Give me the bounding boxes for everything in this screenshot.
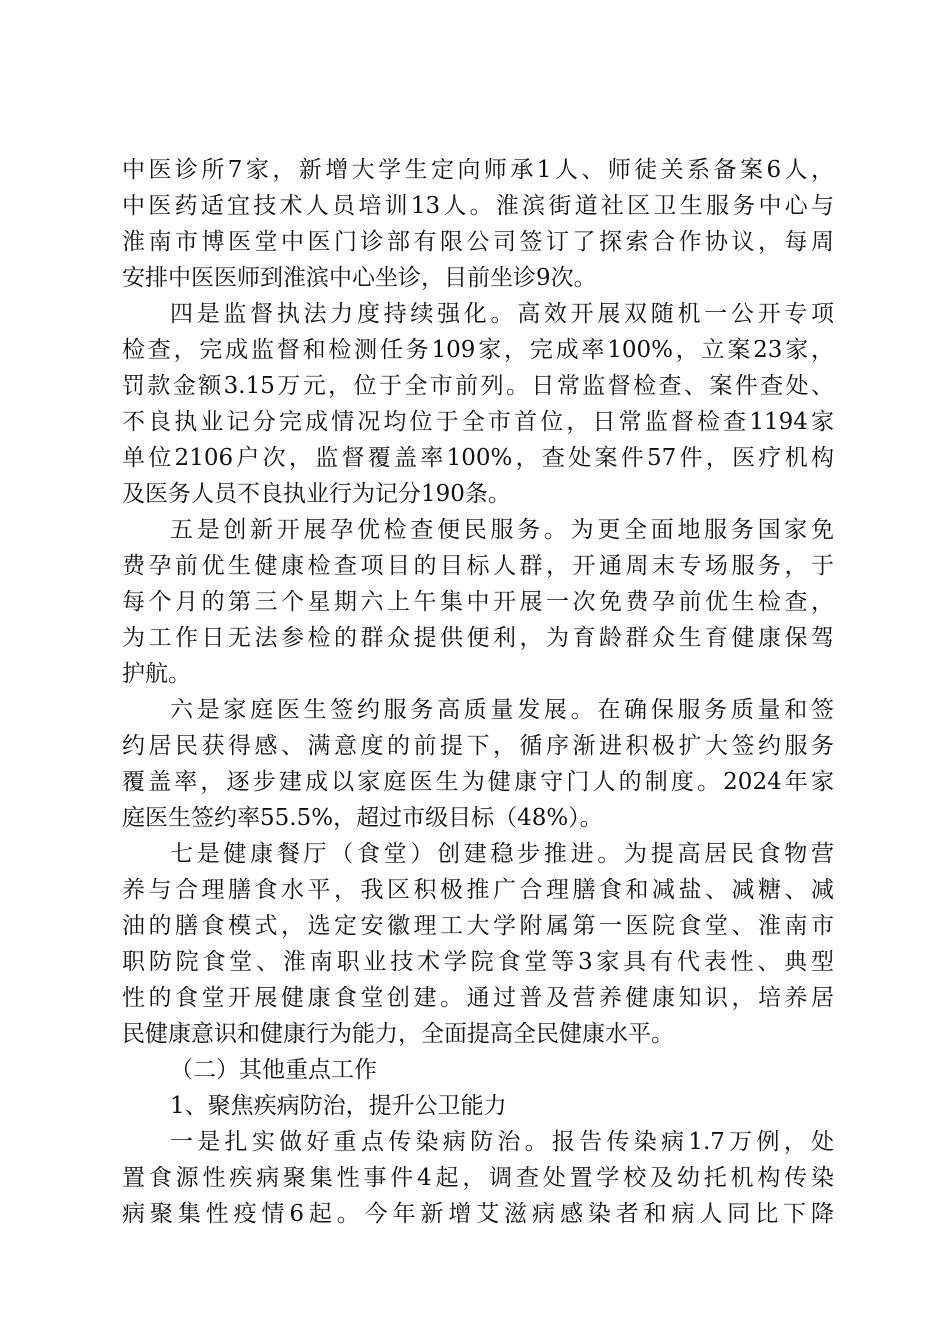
text-line: 安排中医医师到淮滨中心坐诊，目前坐诊9次。	[122, 265, 597, 291]
text-line: 职防院食堂、淮南职业技术学院食堂等3家具有代表性、典型	[122, 949, 834, 975]
text-line: 中医药适宜技术人员培训13人。淮滨街道社区卫生服务中心与	[122, 193, 834, 219]
text-line: 性的食堂开展健康食堂创建。通过普及营养健康知识，培养居	[122, 985, 834, 1011]
text-line: 七是健康餐厅（食堂）创建稳步推进。为提高居民食物营	[170, 841, 834, 867]
text-line: 中医诊所7家，新增大学生定向师承1人、师徒关系备案6人，	[122, 157, 834, 183]
paragraph	[122, 1124, 834, 1232]
text-line: 约居民获得感、满意度的前提下，循序渐进积极扩大签约服务	[122, 733, 834, 759]
text-line: 单位2106户次，监督覆盖率100%，查处案件57件，医疗机构	[122, 445, 834, 471]
paragraph	[122, 512, 834, 692]
text-line: 覆盖率，逐步建成以家庭医生为健康守门人的制度。2024年家	[122, 769, 834, 795]
text-line: 罚款金额3.15万元，位于全市前列。日常监督检查、案件查处、	[122, 373, 834, 399]
text-line: 检查，完成监督和检测任务109家，完成率100%，立案23家，	[122, 337, 834, 363]
text-line: 养与合理膳食水平，我区积极推广合理膳食和减盐、减糖、减	[122, 877, 834, 903]
text-line: 油的膳食模式，选定安徽理工大学附属第一医院食堂、淮南市	[122, 913, 834, 939]
text-line: 庭医生签约率55.5%，超过市级目标（48%）。	[122, 805, 603, 831]
text-line: 及医务人员不良执业行为记分190条。	[122, 481, 511, 507]
paragraph	[122, 1052, 834, 1088]
text-line: 六是家庭医生签约服务高质量发展。在确保服务质量和签	[170, 697, 834, 723]
text-line: 四是监督执法力度持续强化。高效开展双随机一公开专项	[170, 301, 834, 327]
paragraph	[122, 152, 834, 296]
text-line: 护航。	[122, 661, 191, 687]
text-line: 为工作日无法参检的群众提供便利，为育龄群众生育健康保驾	[122, 625, 834, 651]
text-line: 1、聚焦疾病防治，提升公卫能力	[170, 1093, 507, 1119]
text-line: （二）其他重点工作	[170, 1057, 377, 1083]
text-line: 五是创新开展孕优检查便民服务。为更全面地服务国家免	[170, 517, 834, 543]
text-line: 病聚集性疫情6起。今年新增艾滋病感染者和病人同比下降	[122, 1201, 834, 1227]
text-line: 费孕前优生健康检查项目的目标人群，开通周末专场服务，于	[122, 553, 834, 579]
text-line: 置食源性疾病聚集性事件4起，调查处置学校及幼托机构传染	[122, 1165, 834, 1191]
text-line: 每个月的第三个星期六上午集中开展一次免费孕前优生检查，	[122, 589, 834, 615]
text-line: 民健康意识和健康行为能力，全面提高全民健康水平。	[122, 1021, 674, 1047]
text-line: 淮南市博医堂中医门诊部有限公司签订了探索合作协议，每周	[122, 229, 834, 255]
paragraph	[122, 296, 834, 512]
paragraph	[122, 692, 834, 836]
text-line: 一是扎实做好重点传染病防治。报告传染病1.7万例，处	[170, 1129, 834, 1155]
text-line: 不良执业记分完成情况均位于全市首位，日常监督检查1194家	[122, 409, 834, 435]
document-body	[122, 152, 834, 1232]
paragraph	[122, 836, 834, 1052]
paragraph	[122, 1088, 834, 1124]
